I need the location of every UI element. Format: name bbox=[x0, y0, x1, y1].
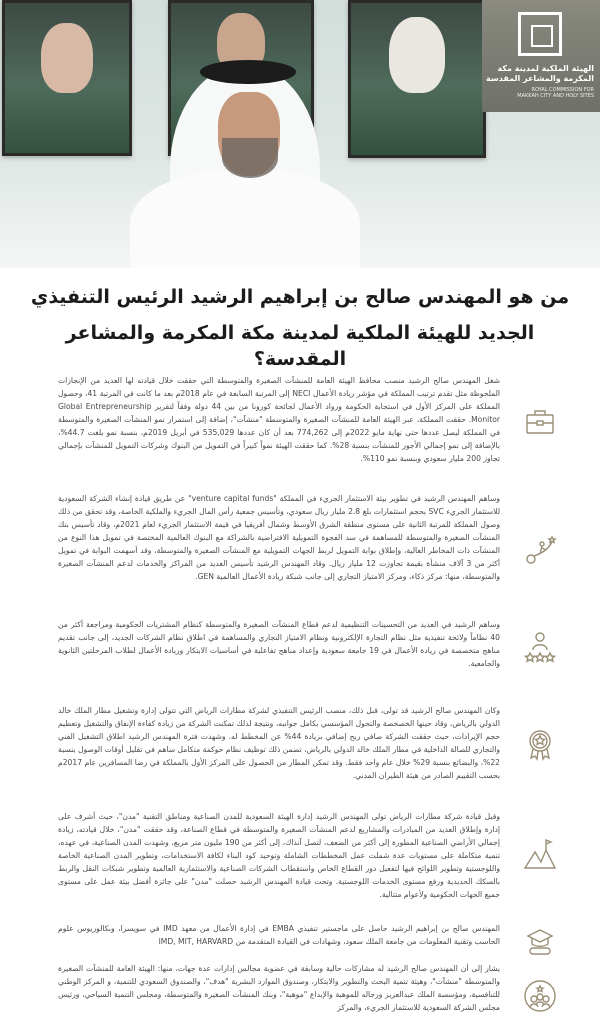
award-medal-icon bbox=[522, 726, 558, 762]
mountain-flag-icon bbox=[522, 836, 558, 872]
logo-emblem-icon bbox=[518, 12, 562, 56]
hero-photo bbox=[0, 0, 600, 268]
growth-climb-icon bbox=[522, 532, 558, 568]
logo-name-arabic: الهيئة الملكية لمدينة مكة المكرمة والمشاعر المقدسة bbox=[486, 64, 594, 83]
briefcase-icon bbox=[522, 404, 558, 440]
headline-line-2: الجديد للهيئة الملكية لمدينة مكة المكرمة والمشاعر المقدسة؟ bbox=[65, 322, 535, 370]
section-modon: وقبل قيادة شركة مطارات الرياض تولى المهندس الرشيد إدارة الهيئة السعودية للمدن الصناعية ومناطق التقنية "مدن"، حيث أشرف على إدارة وإطلاق العديد من المبادرات والمشاريع لدعم المنشآت الصغيرة والمتوسطة في قطاع الصناعة، وقد حققت "مدن"، خلال قيادته، زيادة إجمالي الأراضي الصناعية المطورة إلى أكثر من الضعف، لتصل آنذاك، إلى أكثر من 190 مليون متر مربع، وشهدت المدن الصناعية، في عهده، تنمية متكاملة على مستويات عدة شملت عمل المخططات الشاملة وتوحيد كود البناء لكافة الاستخدامات، وتطوير المدن الصناعية الخاصة واللوجستية وتطوير اللوائح فيها لتفعيل دور القطاع الخاص واستقطاب الشركات الصناعية والاستثمارية العالمية وتطوير شبكات النقل والربط بالسكك الحديدية ورفع مستوى الخدمات اللوجستية. وتحت قيادة المهندس الرشيد حصلت "مدن" على جائزة أفضل بيئة عمل على مستوى جميع الجهات الحكومية ولأعوام متتالية. bbox=[58, 812, 500, 899]
portrait-figure bbox=[41, 23, 93, 93]
logo-name-english: ROYAL COMMISSION FOR MAKKAH CITY AND HOLY SITES bbox=[517, 87, 594, 99]
section-regulations: وساهم الرشيد في العديد من التحسينات التنظيمية لدعم قطاع المنشآت الصغيرة والمتوسطة كنظام المشتريات الحكومية ومراجعة أكثر من 40 نظاماً ولائحة تنفيذية مثل نظام التجارة الإلكترونية ونظام الامتياز التجاري والمساهمة في اطلاق نظام الشركات الجديد، إلى جانب تقديم مناهج متخصصة في ريادة الأعمال في 19 جامعة سعودية وإعداد مناهج تفاعلية في أساسيات الابتكار وريادة الأعمال لطلاب المرحلتين الثانوية والجامعية. bbox=[58, 620, 500, 668]
portrait-frame-right bbox=[348, 0, 486, 158]
section-board-memberships: يشار إلى أن المهندس صالح الرشيد له مشاركات حالية وسابقة في عضوية مجالس إدارات عدة جهات، منها: الهيئة العامة للمنشآت الصغيرة والمتوسطة "منشآت"، وهيئة تنمية البحث والتطوير والابتكار، وصندوق الموارد البشرية "هدف"، والصندوق السعودي للتنمية، و المركز الوطني للتنافسية، ومؤسسة الملك عبدالعزيز ورجاله للموهبة والإبداع "موهبة"، وبنك المنشآت الصغيرة والمتوسطة، ومجلس التنمية السياحي، ورئيس مجلس الشركة السعودية للاستثمار الجريء، والمركز bbox=[58, 964, 500, 1012]
main-person bbox=[130, 56, 360, 268]
headline-line-1: من هو المهندس صالح بن إبراهيم الرشيد الرئيس التنفيذي bbox=[30, 286, 570, 308]
portrait-frame-left bbox=[2, 0, 132, 156]
section-venture-capital: وساهم المهندس الرشيد في تطوير بيئة الاستثمار الجريء في المملكة "venture capital funds" عن طريق قيادة إنشاء الشركة السعودية للاستثمار الجريء SVC بحجم استثمارات بلغ 2.8 مليار ريال سعودي، وتأسيس جمعية رأس المال الجريء والملكية الخاصة، وقد تحقق من ذلك وصول المملكة للمرتبة الثانية على مستوى منطقة الشرق الأوسط وشمال أفريقيا في قيمة الاستثمار الجريء لعام 2021م، وقاد تأسيس بنك المنشآت الصغيرة والمتوسطة للمساهمة في سد الفجوة التمويلية الافتراضية بالشراكة مع البنوك العالمية المختصة في تمويل هذا النوع من المنشآت ذات المخاطر العالية، وإطلاق بوابة التمويل لربط الجهات التمويلية مع المنشآت الصغيرة والمتوسطة، وقد أسهمت البوابة في تمويل أكثر من 3 آلاف منشأة بقيمة تجاوزت 12 مليار ريال. وقاد المهندس الرشيد تأسيس العديد من المراكز والخدمات لدعم المنشآت الصغيرة والمتوسطة، منها: مركز ذكاء، ومركز الامتياز التجاري إلى جانب شبكة ريادة الأعمال العالمية GEN. bbox=[58, 494, 501, 581]
graduation-scroll-icon bbox=[522, 924, 558, 960]
royal-commission-logo bbox=[482, 0, 600, 112]
section-riyadh-airports: وكان المهندس صالح الرشيد قد تولى، قبل ذلك، منصب الرئيس التنفيذي لشركة مطارات الرياض التي تتولى إدارة وتشغيل مطار الملك خالد الدولي بالرياض، وقاد حينها الخصخصة والتحول المؤسسي بكامل جوانبه، ونتيجة لذلك تمكنت الشركة من زيادة كفاءة الإنفاق والتشغيل وتعظيم حجم الإيرادات، حيث حققت الشركة صافي ربح إضافي بزيادة 44% عن المخطط له. وشهدت فترة المهندس الرشيد اطلاق التشغيل الفني والتجاري للصالة الداخلية في مطار الملك خالد الدولي بالرياض، تضمن ذلك توظيف نظام حوكمة متكامل ساهم في تقليل أوقات الوصول بنسبة 22%، والبضائع بنسبة 29% خلال عام واحد فقط. وقد تمكن المطار من الحصول على المركز الأول بالمملكة في رضا المسافرين عام 2017م بحسب التقييم الصادر من هيئة الطيران المدني. bbox=[58, 706, 500, 780]
portrait-figure bbox=[389, 17, 445, 93]
section-education: المهندس صالح بن إبراهيم الرشيد حاصل على ماجستير تنفيذي EMBA في إدارة الأعمال من معهد IMD في سويسرا، وبكالوريوس علوم الحاسب وتقنية المعلومات من جامعة الملك سعود، وشهادات في القيادة المتقدمة من IMD, MIT, HARVARD bbox=[58, 924, 500, 946]
team-star-icon bbox=[522, 978, 558, 1014]
person-stars-icon bbox=[522, 628, 558, 664]
section-sme-authority: شغل المهندس صالح الرشيد منصب محافظ الهيئة العامة للمنشآت الصغيرة والمتوسطة التي حققت خلال قيادته لها العديد من الإنجازات الملحوظة مثل تقدم ترتيب المملكة في مؤشر ريادة الأعمال NECI إلى المرتبة السابعة في عام 2018م بعد ما كانت في المرتبة 41، وحصول المملكة على المركز الأول في استجابة الحكومة ورواد الأعمال لجائحة كورونا من بين 44 دولة وفقاً لتقرير Global Entrepreneurship Monitor. حققت المملكة، عبر الهيئة العامة للمنشآت الصغيرة والمتوسطة "منشآت"، إضافة إلى استمرار نمو المنشآت الصغيرة والمتوسطة في المملكة ليصل عددها حتى نهاية مايو 2022م إلى 774,262 بعد أن كان عددها 535,029 في أبريل 2019م، بنسبة نمو بلغت 44.7%، بالإضافة إلى نمو إجمالي الأجور للمنشآت بنسبة 28%. كما حققت الهيئة نمواً كبيراً في التمويل من البنوك وشركات التمويل للمنشآت بإجمالي تجاوز 200 مليار سعودي وبنسبة نمو 110%. bbox=[58, 376, 500, 463]
